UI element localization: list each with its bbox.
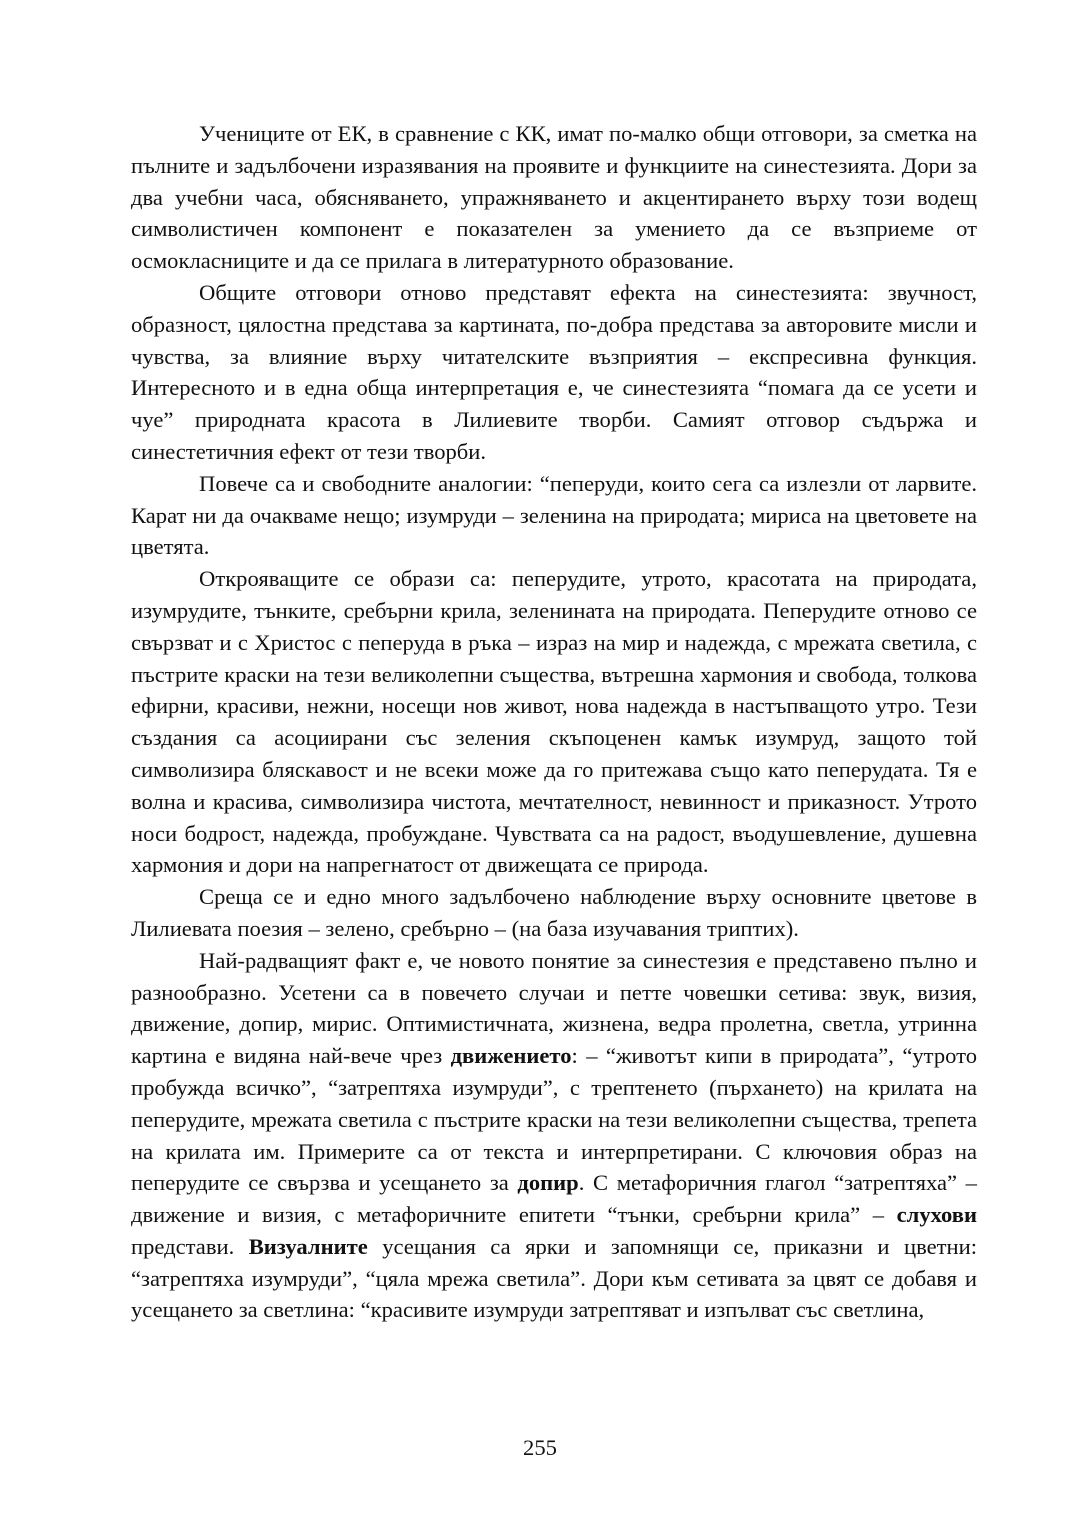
text-run: представи. — [131, 1233, 249, 1259]
bold-term: движението — [450, 1043, 572, 1069]
bold-term: допир — [517, 1170, 579, 1196]
paragraph — [131, 881, 977, 945]
paragraph — [131, 468, 977, 563]
text-run: Среща се и едно много задълбочено наблюдение върху основните цветове в Лилиевата поезия – зелено, сребърно – (на база изучавания триптих). — [131, 884, 977, 941]
bold-term: слухови — [896, 1202, 977, 1228]
text-run: Открояващите се образи са: пеперудите, утрото, красотата на природата, изумрудите, тънките, сребърни крила, зеленината на природата. Пеперудите отново се свързват и с Христос с пеперуда в ръка – израз на мир и надежда, с мрежата светила, с пъстрите краски на тези великолепни същества, вътрешна хармония и свобода, толкова ефирни, красиви, нежни, носещи нов живот, нова надежда в настъпващото утро. Тези създания са асоциирани със зеления скъпоценен камък изумруд, защото той символизира бляскавост и не всеки може да го притежава също като пеперудата. Тя е волна и красива, символизира чистота, мечтателност, невинност и приказност. Утрото носи бодрост, надежда, пробуждане. Чувствата са на радост, въодушевление, душевна хармония и дори на напрегнатост от движещата се природа. — [131, 566, 977, 878]
page-number: 255 — [523, 1435, 557, 1460]
paragraph — [131, 563, 977, 881]
text-run: Учениците от ЕК, в сравнение с КК, имат по-малко общи отговори, за сметка на пълните и задълбочени изразявания на проявите и функциите на синестезията. Дори за два учебни часа, обясняването, упражняването и акцентирането върху този водещ символистичен компонент е показателен за умението да се възприеме от осмокласниците и да се прилага в литературното образование. — [131, 121, 977, 274]
text-run: усещания са ярки и запомнящи се, приказни и цветни: “затрептяха изумруди”, “цяла мрежа светила”. Дори към сетивата за цвят се добавя и усещането за светлина: “красивите изумруди затрептяват и изпълват със светлина, — [131, 1233, 977, 1323]
text-run: Повече са и свободните аналогии: “пеперуди, които сега са излезли от ларвите. Карат ни да очакваме нещо; изумруди – зеленина на природата; мириса на цветовете на цветята. — [131, 470, 977, 560]
paragraph — [131, 945, 977, 1327]
text-run: Най-радващият факт е, че новото понятие за синестезия е представено пълно и разнообразно. Усетени са в повечето случаи и петте човешки сетива: звук, визия, движение, допир, мирис. Оптимистичната, жизнена, ведра пролетна, светла, утринна картина е видяна най-вече чрез — [131, 947, 977, 1069]
text-run: Общите отговори отново представят ефекта на синестезията: звучност, образност, цялостна представа за картината, по-добра представа за авторовите мисли и чувства, за влияние върху читателските възприятия – експресивна функция. Интересното и в една обща интерпретация е, че синестезията “помага да се усети и чуе” природната красота в Лилиевите творби. Самият отговор съдържа и синестетичния ефект от тези творби. — [131, 279, 977, 464]
text-run: : – “животът кипи в природата”, “утрото пробужда всичко”, “затрептяха изумруди”, с трептенето (пърхането) на крилата на пеперудите, мрежата светила с пъстрите краски на тези великолепни същества, трепета на крилата им. Примерите са от текста и интерпретирани. С ключовия образ на пеперудите се свързва и усещането за — [131, 1043, 977, 1196]
bold-term: Визуалните — [248, 1233, 368, 1259]
text-run: . С метафоричния глагол “затрептяха” – движение и визия, с метафоричните епитети “тънки, сребърни крила” – — [131, 1170, 977, 1228]
paragraph — [131, 118, 977, 277]
page-body — [131, 118, 977, 1326]
paragraph — [131, 277, 977, 468]
